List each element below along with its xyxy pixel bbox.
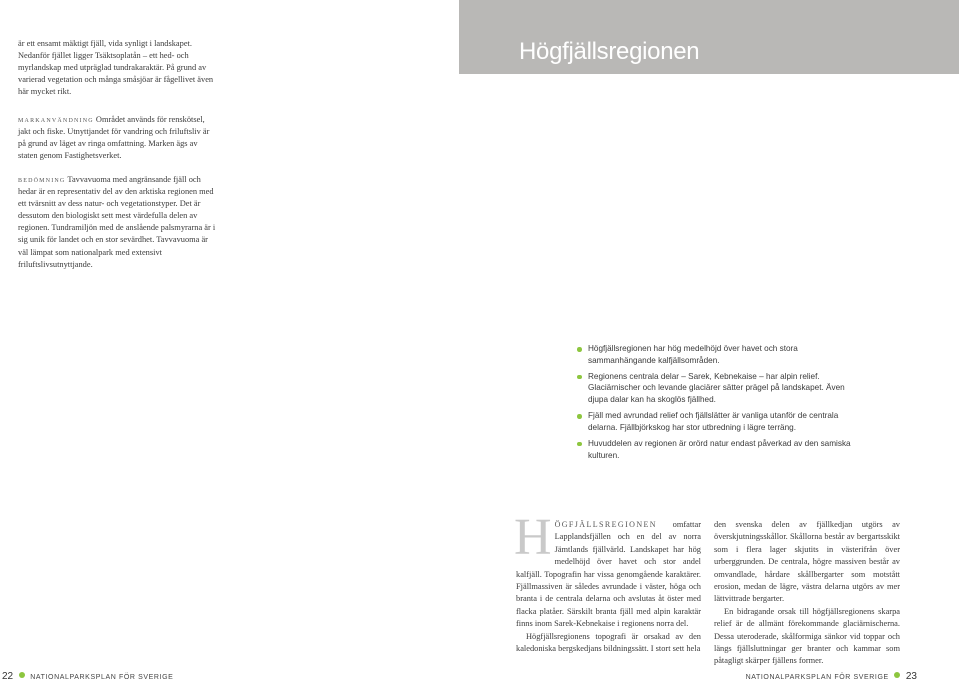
bullet-text: Fjäll med avrundad relief och fjällslätter är vanliga utanför de centrala delarna. Fjällbjörkskog har stor utbredning i lägre terräng. — [588, 411, 839, 432]
bedomning-label: bedömning — [18, 174, 66, 184]
list-item — [576, 371, 866, 406]
bedomning-paragraph — [18, 173, 218, 271]
footer-left — [2, 671, 173, 682]
bullet-text: Huvuddelen av regionen är orörd natur endast påverkad av den samiska kulturen. — [588, 438, 851, 460]
footer-right — [746, 671, 917, 682]
page-number-left: 22 — [2, 671, 14, 682]
body-paragraph-2: Högfjällsregionens topografi är orsakad av den kaledoniska bergskedjans bildningssätt. I stort sett hela — [516, 631, 701, 654]
body-column-2 — [714, 519, 900, 668]
bullet-text: Högfjällsregionen har hög medelhöjd över havet och stora sammanhängande kalfjällsområden. — [588, 344, 798, 365]
bullet-dot-icon — [577, 375, 582, 380]
list-item — [576, 410, 866, 433]
markanvandning-section — [18, 113, 218, 162]
list-item — [576, 438, 866, 461]
list-item — [576, 343, 866, 366]
drop-cap: H — [514, 509, 552, 566]
markanvandning-paragraph — [18, 113, 218, 162]
bullet-dot-icon — [577, 347, 582, 352]
bedomning-text: Tavvavuoma med angränsande fjäll och hedar är en representativ del av den arktiska regionen med ett tvärsnitt av dess natur- och vegetationstyper. Det är dessutom den biologiskt sett mest värdefulla delen av regionen. Tundramiljön med de anslående palsmyrarna är i sig unik för landet och en stor sevärdhet. Tavvavuoma är väl lämpat som nationalpark med extensivt friluftslivsutnyttjande. — [18, 175, 216, 269]
page-number-right: 23 — [905, 671, 917, 682]
body-paragraph-1 — [514, 509, 701, 631]
intro-text: är ett ensamt mäktigt fjäll, vida synligt i landskapet. Nedanför fjället ligger Tsäktsoplatån – ett hed- och myrlandskap med utpräglad tundrakaraktär. På grund av varierad vegetation och många småsjöar är fågellivet även här mycket rikt. — [18, 39, 214, 97]
body-column-1 — [514, 509, 701, 655]
bullet-dot-icon — [577, 442, 582, 447]
markanvandning-text: Området används för renskötsel, jakt och fiske. Utnyttjandet för vandring och friluftsliv är på grund av läget av ringa omfattning. Marken ägs av staten genom Fastighetsverket. — [18, 115, 210, 161]
body-paragraph-3: den svenska delen av fjällkedjan utgörs av överskjutningsskållor. Skållorna består av bergartsskikt som i flera lager skjutits in västerifrån över urberggrunden. De centrala, högre massiven består av omvandlade, hårdare skållbergarter som motstått erosion, medan de lägre, västra delarna utgörs av mer lättvittrade bergarter. — [714, 520, 900, 604]
bullet-dot-icon — [577, 414, 582, 419]
footer-dot-icon — [894, 672, 900, 678]
lead-smallcaps: ÖGFJÄLLSREGIONEN — [554, 520, 657, 529]
bedomning-section — [18, 173, 218, 271]
markanvandning-label: markanvändning — [18, 114, 94, 124]
left-intro-paragraph — [18, 38, 218, 98]
summary-bullet-list — [576, 343, 866, 466]
footer-title-left: NATIONALPARKSPLAN FÖR SVERIGE — [30, 674, 174, 681]
body-paragraph-4: En bidragande orsak till högfjällsregionens skarpa relief är de allmänt förekommande glaciärnischerna. Dessa uteroderade, skålformiga sänkor vid toppar och längs fjällsluttningar ger branter och kammar som påtagligt skärper fjällens former. — [714, 606, 900, 666]
page-title: Högfjällsregionen — [519, 38, 700, 65]
footer-dot-icon — [19, 672, 25, 678]
bullet-text: Regionens centrala delar – Sarek, Kebnekaise – har alpin relief. Glaciärnischer och levande glaciärer sätter prägel på landskapet. Även djupa dalar kan ha skoglös fjällhed. — [588, 371, 845, 404]
body-text: omfattar Lapplandsfjällen och en del av norra Jämtlands fjällvärld. Landskapet har hög medelhöjd över havet och stor andel kalfjäll. Topografin har vissa genomgående karaktärer. Fjällmassiven är således avrundade i väster, höga och branta i de centrala delarna och avslutas åt öster med flacka platåer. Särskilt branta fjäll med alpin karaktär finns inom Sarek-Kebnekaise i regionens norra del. — [516, 520, 701, 629]
footer-title-right: NATIONALPARKSPLAN FÖR SVERIGE — [745, 674, 889, 681]
